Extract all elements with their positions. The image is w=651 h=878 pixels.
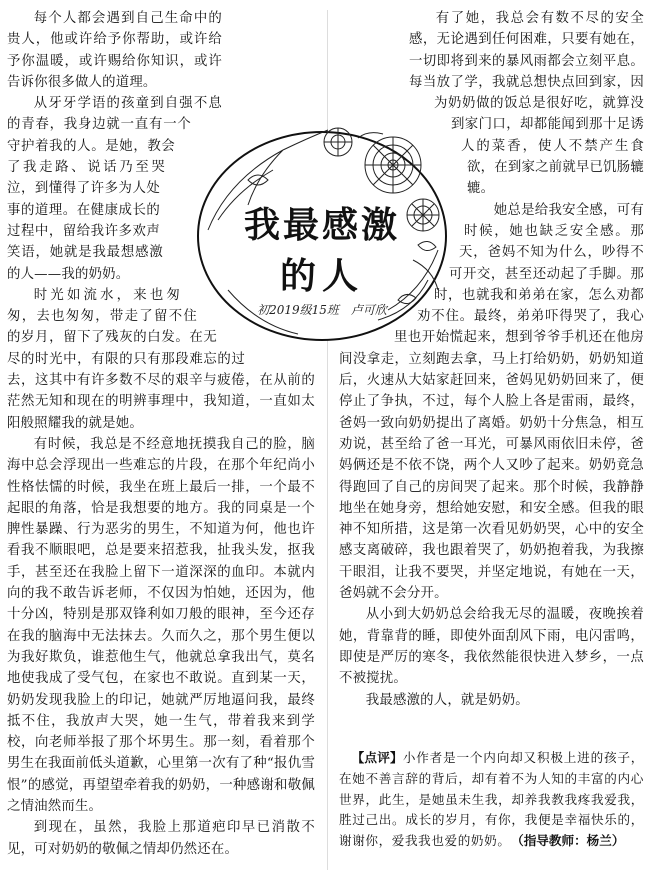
float-spacer bbox=[339, 93, 409, 114]
right-column bbox=[339, 8, 644, 711]
paragraph-9: 我最感激的人，就是奶奶。 bbox=[365, 692, 529, 708]
article-title-line2: 的人 bbox=[279, 255, 364, 297]
author-byline: 初2019级15班 卢可欣 bbox=[257, 303, 387, 317]
comment-text: 小作者是一个内向却又积极上进的孩子，在她不善言辞的背后，却有着不为人知的丰富的内心世界，此生，是她虽未生我，却养我教我疼我爱我，胜过己出。成长的岁月，有你，我便是幸福快乐的，谢谢你，爱我我也爱的奶奶。 bbox=[339, 750, 644, 849]
paragraph-4: 有时候，我总是不经意地抚摸我自己的脸，脑海中总会浮现出一些难忘的片段，在那个年纪尚小性格怯懦的时候，我坐在班上最后一排，一个最不起眼的角落，恰是我想要的地方。我的同桌是一个脾性暴躁、行为恶劣的男生，不知道为何，他也许看我不顺眼吧，总是要来招惹我，扯我头发，抠我手，甚至还在我脸上留下一道深深的血印。本就内向的我不敢告诉老师，不仅因为怕她，还因为，他十分凶，特别是那双锋利如刀般的眼神，至今还存在我的脑海中无法抹去。久而久之，那个男生便以为我好欺负，谁惹他生气，他就总拿我出气，莫名地使我成了受气包，在家也不敢说。直到某一天，奶奶发现我脸上的印记，她就严厉地逼问我，最终抵不住，我放声大哭，她一生气，带着我来到学校，向老师举报了那个坏男生。那一刻，看着那个男生在我面前低头道歉，心里第一次有了种“报仇雪恨”的感觉，再望望牵着我的奶奶，一种感谢和敬佩之情油然而生。 bbox=[7, 436, 315, 814]
paragraph-3: 时光如流水，来也匆匆，去也匆匆，带走了留不住的岁月，留下了残灰的白发。在无尽的时光中，有限的只有那段难忘的过去，这其中有许多数不尽的艰辛与疲倦，在从前的茫然无知和现在的明辨事理中，我知道，一直如太阳般照耀我的就是她。 bbox=[7, 287, 315, 431]
paragraph-2: 从牙牙学语的孩童到自强不息的青春，我身边就一直有一个守护着我的人。是她，教会了我走路、说话乃至哭泣，到懂得了许多为人处事的道理。在健康成长的过程中，留给我许多欢声笑语，她就是我最想感激的人——我的奶奶。 bbox=[7, 96, 222, 282]
paragraph-7: 她总是给我安全感，可有时候，她也缺乏安全感。那天，爸妈不知为什么，吵得不可开交，甚至还动起了手脚。那时，也就我和弟弟在家，怎么劝都劝不住。最终，弟弟吓得哭了，我心里也开始慌起来，想到爷爷手机还在他房间没拿走，立刻跑去拿，马上打给奶奶，奶奶知道后，火速从大姑家赶回来，爸妈见奶奶回来了，便停止了争执，不过，每个人脸上各是雷雨，最终，爸妈一致向奶奶提出了离婚。奶奶十分焦急，相互劝说，甚至给了爸一耳光，可暴风雨依旧未停，爸妈俩还是不依不饶，两个人又吵了起来。奶奶竟急得跑回了自己的房间哭了起来。那个时候，我静静地坐在她身旁，想给她安慰，和安全感。但我的眼神不知所措，这是第一次看见奶奶哭，心中的安全感支离破碎，我也跟着哭了，奶奶抱着我，为我擦干眼泪，让我不要哭，并坚定地说，有她在一天，爸妈就不会分开。 bbox=[339, 202, 644, 602]
comment-tag: 【点评】 bbox=[351, 750, 403, 765]
instructor-credit: （指导教师：杨兰） bbox=[517, 833, 625, 849]
paragraph-1: 每个人都会遇到自己生命中的贵人，他或许给予你帮助，或许给予你温暖，或许赐给你知识，或许告诉你很多做人的道理。 bbox=[7, 11, 222, 90]
paragraph-8: 从小到大奶奶总会给我无尽的温暖，夜晚挨着她，背靠背的睡，即使外面刮风下雨，电闪雷鸣，即使是严厉的寒冬，我依然能很快进入梦乡，一点不被搅扰。 bbox=[339, 607, 644, 687]
teacher-comment bbox=[339, 748, 644, 852]
article-title-line1: 我最感激 bbox=[243, 204, 400, 246]
title-emblem bbox=[188, 120, 456, 348]
paragraph-5: 到现在，虽然，我脸上那道疤印早已消散不见，可对奶奶的敬佩之情却仍然还在。 bbox=[7, 820, 315, 857]
float-spacer bbox=[245, 345, 315, 366]
paragraph-6: 有了她，我总会有数不尽的安全感，无论遇到任何困难，只要有她在，一切即将到来的暴风雨都会立刻平息。每当放了学，我就总想快点回到家，因为奶奶做的饭总是很好吃，就算没到家门口，却都能闻到那十足诱人的菜香，使人不禁产生食欲，在到家之前就早已饥肠辘辘。 bbox=[409, 11, 644, 197]
